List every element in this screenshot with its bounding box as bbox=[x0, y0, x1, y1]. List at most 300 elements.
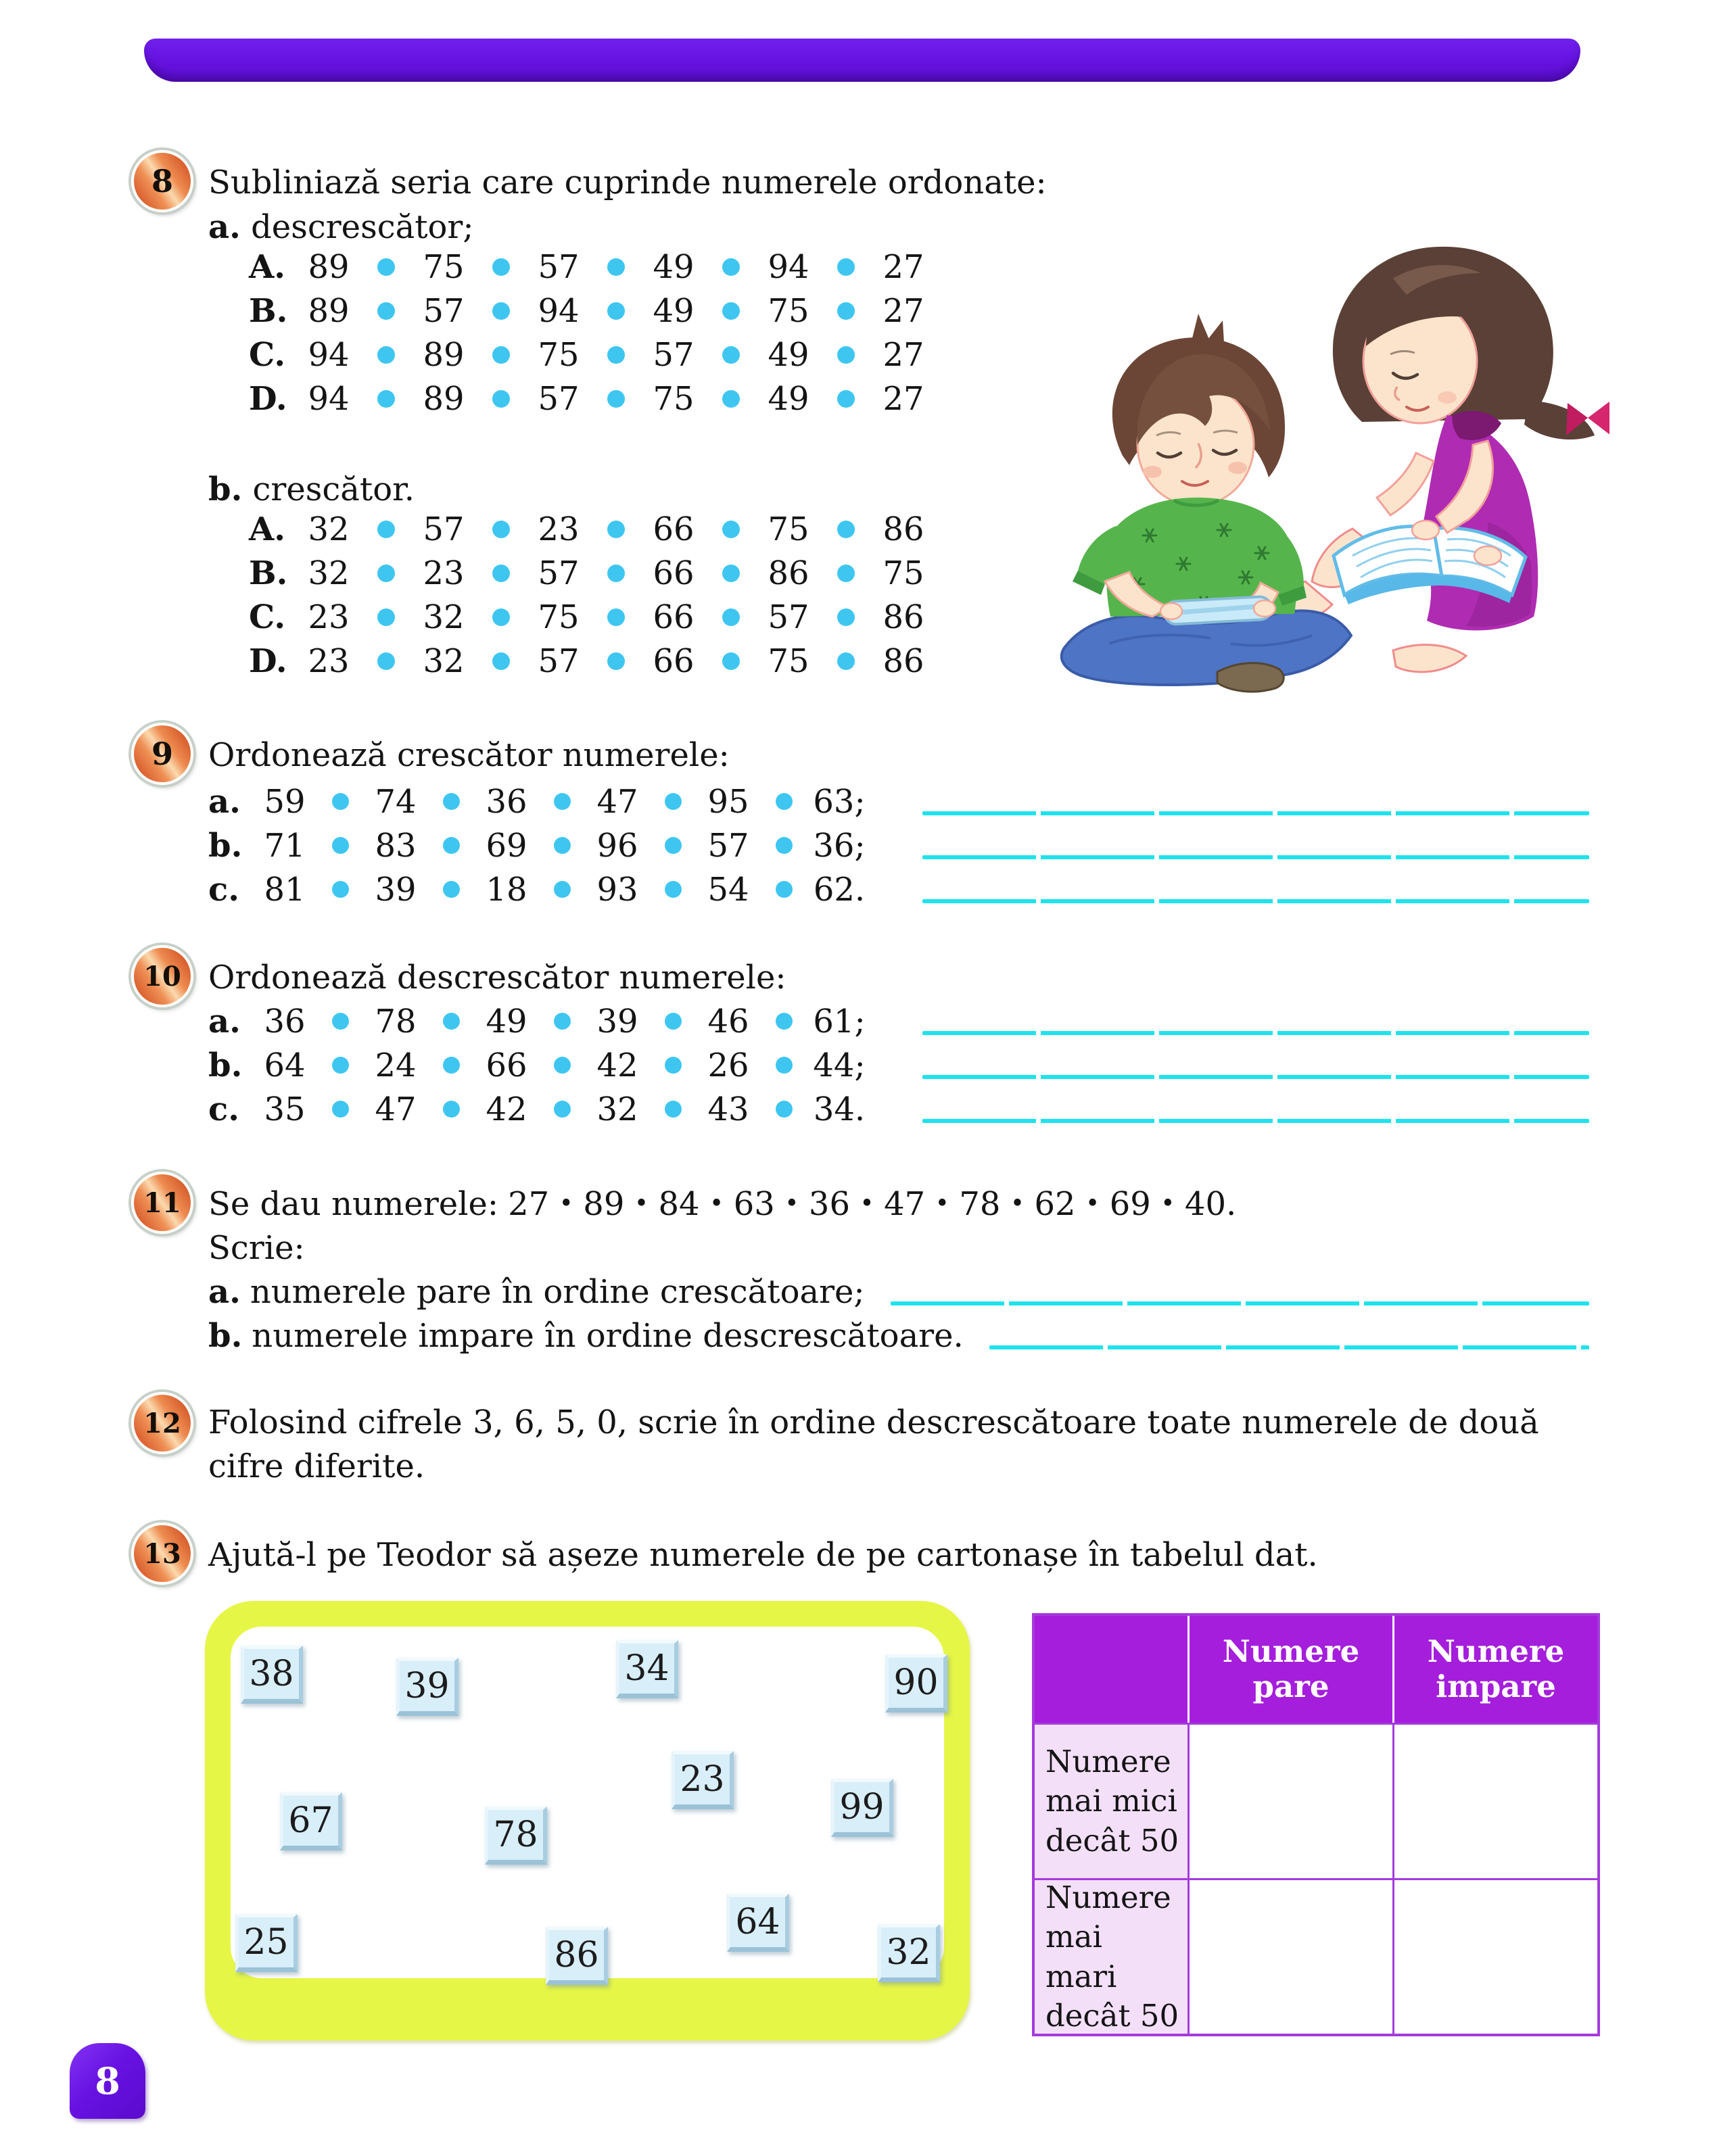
bullet-dot-icon bbox=[443, 881, 460, 898]
dot-separator bbox=[367, 258, 406, 276]
row-label: b. bbox=[208, 1046, 243, 1084]
sentence-period: . bbox=[1226, 1185, 1237, 1223]
bullet-dot-icon bbox=[554, 837, 571, 854]
series-number: 81 bbox=[264, 870, 306, 909]
series-number: 26 bbox=[707, 1046, 749, 1084]
dot-separator bbox=[321, 1101, 360, 1118]
dot-separator bbox=[764, 837, 803, 854]
bullet-dot-icon bbox=[554, 1013, 571, 1030]
bullet-dot-icon bbox=[776, 793, 793, 810]
series-number: 74 bbox=[375, 782, 417, 821]
exercise-number: 13 bbox=[143, 1537, 181, 1570]
series-number: 54 bbox=[707, 870, 749, 909]
bullet-dot-icon bbox=[722, 608, 740, 626]
exercise-10-badge bbox=[131, 945, 193, 1007]
dot-separator: • bbox=[1077, 1190, 1108, 1218]
bullet-dot-icon bbox=[665, 837, 682, 854]
series-number: 66 bbox=[653, 554, 695, 592]
dot-separator bbox=[596, 565, 636, 582]
dot-separator: • bbox=[1152, 1190, 1183, 1218]
dot-separator bbox=[321, 1013, 360, 1030]
series-number: 23 bbox=[423, 554, 465, 592]
exercise-number: 12 bbox=[143, 1407, 181, 1439]
series-number: 57 bbox=[653, 335, 695, 374]
dot-separator bbox=[481, 521, 521, 538]
exercise-12-badge bbox=[131, 1392, 193, 1454]
bullet-dot-icon bbox=[837, 652, 855, 670]
table-cell-empty[interactable] bbox=[1394, 1880, 1597, 2034]
bullet-dot-icon bbox=[776, 881, 793, 898]
given-number: 63 bbox=[733, 1185, 775, 1223]
series-number: 61; bbox=[813, 1002, 866, 1040]
bullet-dot-icon bbox=[837, 608, 855, 626]
exercise-9-title: Ordonează crescător numerele: bbox=[208, 736, 730, 774]
option-row[interactable] bbox=[249, 289, 941, 333]
given-number: 27 bbox=[508, 1185, 550, 1223]
dot-separator bbox=[321, 881, 360, 898]
number-card[interactable]: 99 bbox=[831, 1779, 893, 1837]
exercise-8b-options bbox=[249, 507, 941, 683]
dot-separator bbox=[367, 390, 406, 408]
table-cell-empty[interactable] bbox=[1190, 1880, 1392, 2034]
bullet-dot-icon bbox=[607, 608, 625, 626]
dot-separator: • bbox=[1002, 1190, 1033, 1218]
bullet-dot-icon bbox=[492, 390, 510, 408]
number-card[interactable]: 78 bbox=[485, 1806, 547, 1865]
item-text: numerele pare în ordine crescătoare; bbox=[250, 1272, 865, 1311]
dot-separator bbox=[711, 346, 751, 364]
series-number: 57 bbox=[538, 642, 580, 680]
series-number: 57 bbox=[538, 379, 580, 418]
series-number: 71 bbox=[264, 826, 306, 865]
bullet-dot-icon bbox=[722, 390, 740, 408]
dot-separator bbox=[542, 1057, 582, 1074]
dot-separator bbox=[653, 1101, 692, 1118]
dot-separator bbox=[321, 837, 360, 854]
exercise-13-badge bbox=[131, 1523, 193, 1585]
option-row[interactable] bbox=[249, 595, 941, 639]
exercise-8-badge bbox=[131, 150, 193, 212]
series-number: 86 bbox=[768, 554, 809, 592]
exercise-8-part-b-heading bbox=[208, 468, 415, 512]
bullet-dot-icon bbox=[377, 521, 395, 538]
bullet-dot-icon bbox=[492, 565, 510, 582]
bullet-dot-icon bbox=[554, 1101, 571, 1118]
dot-separator bbox=[764, 1013, 803, 1030]
dot-separator bbox=[711, 608, 751, 626]
dot-separator bbox=[596, 521, 636, 538]
dot-separator bbox=[596, 390, 636, 408]
bullet-dot-icon bbox=[332, 1057, 349, 1074]
dot-separator bbox=[367, 302, 406, 320]
series-number: 32 bbox=[423, 642, 465, 680]
answer-blank-line[interactable] bbox=[891, 1301, 1589, 1305]
bullet-dot-icon bbox=[837, 346, 855, 364]
series-number: 86 bbox=[883, 642, 924, 680]
number-card[interactable]: 34 bbox=[616, 1640, 678, 1698]
given-number: 84 bbox=[658, 1185, 700, 1223]
series-number: 39 bbox=[375, 870, 417, 909]
series-number: 75 bbox=[768, 291, 809, 330]
given-number: 78 bbox=[959, 1185, 1001, 1223]
part-text: descrescător; bbox=[251, 208, 474, 246]
exercise-8-part-a-heading bbox=[208, 206, 474, 249]
given-number: 40 bbox=[1184, 1185, 1226, 1223]
row-label: a. bbox=[208, 782, 241, 821]
option-row[interactable] bbox=[249, 245, 941, 289]
series-number: 49 bbox=[653, 291, 695, 330]
series-number: 47 bbox=[596, 782, 638, 821]
dot-separator bbox=[367, 652, 406, 670]
series-number: 32 bbox=[308, 510, 350, 548]
series-number: 57 bbox=[423, 291, 465, 330]
dot-separator bbox=[826, 346, 866, 364]
number-card[interactable]: 25 bbox=[235, 1914, 298, 1972]
series-number: 75 bbox=[768, 642, 809, 680]
series-number: 86 bbox=[883, 598, 924, 636]
bullet-dot-icon bbox=[332, 881, 349, 898]
table-column-header: Numere impare bbox=[1394, 1616, 1597, 1723]
series-number: 24 bbox=[375, 1046, 417, 1084]
dot-separator bbox=[711, 652, 751, 670]
series-number: 27 bbox=[883, 291, 924, 330]
bullet-dot-icon bbox=[377, 608, 395, 626]
number-card[interactable]: 86 bbox=[546, 1927, 608, 1985]
dot-separator bbox=[431, 793, 471, 810]
dot-separator bbox=[711, 302, 751, 320]
classification-table bbox=[1032, 1613, 1600, 2036]
dot-separator bbox=[653, 837, 692, 854]
part-label: a. bbox=[208, 208, 241, 246]
dot-separator bbox=[826, 258, 866, 276]
dot-separator bbox=[431, 881, 471, 898]
dot-separator bbox=[711, 521, 751, 538]
exercise-9-rows bbox=[208, 780, 1589, 911]
answer-blank-line[interactable] bbox=[922, 1031, 1589, 1035]
series-number: 93 bbox=[596, 870, 638, 909]
table-cell-empty[interactable] bbox=[1394, 1725, 1597, 1878]
dot-separator bbox=[481, 608, 521, 626]
series-number: 66 bbox=[486, 1046, 527, 1084]
number-series-row bbox=[208, 867, 1589, 911]
dot-separator bbox=[826, 521, 866, 538]
intro-text: Se dau numerele: bbox=[208, 1185, 499, 1223]
bullet-dot-icon bbox=[492, 346, 510, 364]
dot-separator bbox=[431, 1057, 471, 1074]
write-task-row bbox=[208, 1314, 1589, 1358]
given-number: 69 bbox=[1109, 1185, 1151, 1223]
part-label: b. bbox=[208, 471, 243, 508]
bullet-dot-icon bbox=[665, 793, 682, 810]
option-letter: B. bbox=[249, 291, 288, 330]
row-label: c. bbox=[208, 1090, 239, 1128]
exercise-number: 11 bbox=[143, 1187, 181, 1219]
series-number: 44; bbox=[813, 1046, 866, 1084]
exercise-13-title: Ajută-l pe Teodor să așeze numerele de pe cartonașe în tabelul dat. bbox=[208, 1536, 1318, 1574]
series-number: 89 bbox=[423, 379, 465, 418]
bullet-dot-icon bbox=[492, 258, 510, 276]
number-card[interactable]: 32 bbox=[878, 1924, 940, 1982]
series-number: 36 bbox=[264, 1002, 306, 1040]
option-letter: A. bbox=[249, 247, 285, 286]
page-number: 8 bbox=[95, 2059, 120, 2103]
series-number: 23 bbox=[308, 598, 350, 636]
bullet-dot-icon bbox=[665, 1013, 682, 1030]
option-letter: D. bbox=[249, 379, 287, 418]
bullet-dot-icon bbox=[837, 565, 855, 582]
bullet-dot-icon bbox=[607, 565, 625, 582]
bullet-dot-icon bbox=[492, 608, 510, 626]
series-number: 95 bbox=[707, 782, 749, 821]
number-series-row bbox=[208, 780, 1589, 823]
table-corner-cell bbox=[1035, 1616, 1187, 1723]
dot-separator bbox=[431, 837, 471, 854]
series-number: 32 bbox=[423, 598, 465, 636]
series-number: 32 bbox=[308, 554, 350, 592]
series-number: 47 bbox=[375, 1090, 417, 1128]
girl-figure bbox=[1277, 247, 1609, 672]
number-card[interactable]: 38 bbox=[241, 1646, 303, 1704]
series-number: 39 bbox=[596, 1002, 638, 1040]
row-label: c. bbox=[208, 870, 239, 909]
series-number: 34. bbox=[813, 1090, 866, 1128]
dot-separator bbox=[653, 881, 692, 898]
bullet-dot-icon bbox=[607, 652, 625, 670]
bullet-dot-icon bbox=[607, 346, 625, 364]
series-number: 57 bbox=[423, 510, 465, 548]
dot-separator bbox=[764, 881, 803, 898]
dot-separator bbox=[826, 302, 866, 320]
bullet-dot-icon bbox=[722, 258, 740, 276]
dot-separator: • bbox=[776, 1190, 807, 1218]
dot-separator bbox=[711, 258, 751, 276]
series-number: 27 bbox=[883, 379, 924, 418]
dot-separator bbox=[367, 565, 406, 582]
bullet-dot-icon bbox=[377, 652, 395, 670]
bullet-dot-icon bbox=[377, 302, 395, 320]
bullet-dot-icon bbox=[776, 1057, 793, 1074]
bullet-dot-icon bbox=[776, 1013, 793, 1030]
series-number: 57 bbox=[707, 826, 749, 865]
series-number: 49 bbox=[768, 335, 809, 374]
option-letter: A. bbox=[249, 510, 285, 548]
bullet-dot-icon bbox=[722, 652, 740, 670]
series-number: 66 bbox=[653, 598, 695, 636]
dot-separator bbox=[596, 258, 636, 276]
series-number: 23 bbox=[308, 642, 350, 680]
dot-separator bbox=[321, 1057, 360, 1074]
series-number: 27 bbox=[883, 247, 924, 286]
series-number: 36; bbox=[813, 826, 866, 865]
exercise-11-tasks bbox=[208, 1270, 1589, 1358]
dot-separator bbox=[481, 302, 521, 320]
dot-separator bbox=[542, 793, 582, 810]
bullet-dot-icon bbox=[607, 302, 625, 320]
bullet-dot-icon bbox=[492, 652, 510, 670]
series-number: 83 bbox=[375, 826, 417, 865]
bullet-dot-icon bbox=[443, 1013, 460, 1030]
given-number: 36 bbox=[808, 1185, 850, 1223]
exercise-10-title: Ordonează descrescător numerele: bbox=[208, 959, 786, 997]
dot-separator bbox=[596, 652, 636, 670]
bullet-dot-icon bbox=[722, 302, 740, 320]
series-number: 43 bbox=[707, 1090, 749, 1128]
bullet-dot-icon bbox=[377, 390, 395, 408]
series-number: 27 bbox=[883, 335, 924, 374]
number-card[interactable]: 23 bbox=[672, 1751, 734, 1809]
bullet-dot-icon bbox=[722, 565, 740, 582]
series-number: 78 bbox=[375, 1002, 417, 1040]
bullet-dot-icon bbox=[554, 881, 571, 898]
table-cell-empty[interactable] bbox=[1190, 1725, 1392, 1878]
series-number: 62. bbox=[813, 870, 866, 909]
dot-separator bbox=[711, 565, 751, 582]
number-series-row bbox=[208, 1043, 1589, 1087]
series-number: 75 bbox=[538, 335, 580, 374]
bullet-dot-icon bbox=[443, 837, 460, 854]
bullet-dot-icon bbox=[837, 390, 855, 408]
answer-blank-line[interactable] bbox=[922, 899, 1589, 903]
dot-separator bbox=[367, 521, 406, 538]
table-row-header: Numere mai mici decât 50 bbox=[1035, 1725, 1187, 1878]
option-row[interactable] bbox=[249, 377, 941, 421]
children-reading-illustration bbox=[1014, 238, 1609, 704]
answer-blank-line[interactable] bbox=[922, 855, 1589, 859]
series-number: 46 bbox=[707, 1002, 749, 1040]
item-label: a. bbox=[208, 1272, 241, 1311]
series-number: 75 bbox=[423, 247, 465, 286]
option-letter: C. bbox=[249, 335, 286, 374]
dot-separator: • bbox=[851, 1190, 883, 1218]
series-number: 57 bbox=[768, 598, 809, 636]
series-number: 32 bbox=[596, 1090, 638, 1128]
answer-blank-line[interactable] bbox=[922, 811, 1589, 815]
dot-separator bbox=[431, 1101, 471, 1118]
exercise-8-title: Subliniază seria care cuprinde numerele ordonate: bbox=[208, 164, 1047, 201]
bullet-dot-icon bbox=[722, 346, 740, 364]
dot-separator bbox=[542, 1101, 582, 1118]
exercise-number: 9 bbox=[151, 736, 173, 772]
number-card[interactable]: 64 bbox=[727, 1894, 789, 1952]
given-number: 89 bbox=[583, 1185, 625, 1223]
bullet-dot-icon bbox=[837, 521, 855, 538]
series-number: 89 bbox=[308, 291, 350, 330]
bullet-dot-icon bbox=[837, 258, 855, 276]
bullet-dot-icon bbox=[377, 258, 395, 276]
series-number: 18 bbox=[486, 870, 527, 909]
dot-separator bbox=[764, 1101, 803, 1118]
bullet-dot-icon bbox=[554, 1057, 571, 1074]
series-number: 49 bbox=[768, 379, 809, 418]
bullet-dot-icon bbox=[443, 793, 460, 810]
series-number: 75 bbox=[538, 598, 580, 636]
exercise-11-subtitle: Scrie: bbox=[208, 1229, 305, 1267]
dot-separator: • bbox=[927, 1190, 958, 1218]
number-card[interactable]: 90 bbox=[885, 1654, 947, 1712]
option-row[interactable] bbox=[249, 507, 941, 551]
answer-blank-line[interactable] bbox=[922, 1119, 1589, 1123]
row-label: a. bbox=[208, 1002, 241, 1040]
series-number: 42 bbox=[486, 1090, 527, 1128]
bullet-dot-icon bbox=[492, 521, 510, 538]
bullet-dot-icon bbox=[332, 793, 349, 810]
answer-blank-line[interactable] bbox=[922, 1075, 1589, 1079]
series-number: 94 bbox=[308, 335, 350, 374]
series-number: 94 bbox=[538, 291, 580, 330]
dot-separator bbox=[321, 793, 360, 810]
bullet-dot-icon bbox=[665, 1057, 682, 1074]
option-row[interactable] bbox=[249, 639, 941, 683]
series-number: 86 bbox=[883, 510, 924, 548]
write-task-row bbox=[208, 1270, 1589, 1314]
series-number: 64 bbox=[264, 1046, 306, 1084]
dot-separator bbox=[764, 793, 803, 810]
dot-separator bbox=[596, 346, 636, 364]
dot-separator bbox=[653, 1013, 692, 1030]
page-number-badge bbox=[70, 2043, 145, 2119]
dot-separator bbox=[481, 390, 521, 408]
series-number: 89 bbox=[423, 335, 465, 374]
series-number: 75 bbox=[653, 379, 695, 418]
option-row[interactable] bbox=[249, 333, 941, 377]
series-number: 66 bbox=[653, 510, 695, 548]
dot-separator bbox=[367, 608, 406, 626]
dot-separator: • bbox=[551, 1190, 582, 1218]
number-card[interactable]: 67 bbox=[280, 1792, 342, 1850]
number-series-row bbox=[208, 999, 1589, 1043]
series-number: 59 bbox=[264, 782, 306, 821]
bullet-dot-icon bbox=[607, 258, 625, 276]
dot-separator bbox=[542, 837, 582, 854]
dot-separator bbox=[826, 390, 866, 408]
dot-separator bbox=[481, 652, 521, 670]
option-letter: D. bbox=[249, 642, 287, 680]
number-card[interactable]: 39 bbox=[396, 1658, 458, 1716]
exercise-10-rows bbox=[208, 999, 1589, 1131]
bullet-dot-icon bbox=[607, 521, 625, 538]
number-cards-box bbox=[205, 1601, 970, 2040]
given-numbers bbox=[508, 1185, 1236, 1223]
dot-separator bbox=[481, 258, 521, 276]
dot-separator: • bbox=[626, 1190, 657, 1218]
bullet-dot-icon bbox=[332, 837, 349, 854]
bullet-dot-icon bbox=[492, 302, 510, 320]
bullet-dot-icon bbox=[776, 837, 793, 854]
bullet-dot-icon bbox=[332, 1013, 349, 1030]
series-number: 36 bbox=[486, 782, 527, 821]
number-series-row bbox=[208, 1087, 1589, 1131]
answer-blank-line[interactable] bbox=[989, 1345, 1589, 1349]
dot-separator bbox=[653, 1057, 692, 1074]
series-number: 57 bbox=[538, 554, 580, 592]
series-number: 89 bbox=[308, 247, 350, 286]
bullet-dot-icon bbox=[554, 793, 571, 810]
number-series-row bbox=[208, 823, 1589, 867]
dot-separator bbox=[826, 565, 866, 582]
bullet-dot-icon bbox=[607, 390, 625, 408]
dot-separator bbox=[542, 881, 582, 898]
series-number: 63; bbox=[813, 782, 866, 821]
option-row[interactable] bbox=[249, 551, 941, 595]
dot-separator bbox=[826, 652, 866, 670]
bullet-dot-icon bbox=[377, 346, 395, 364]
dot-separator bbox=[367, 346, 406, 364]
option-letter: B. bbox=[249, 554, 288, 592]
bullet-dot-icon bbox=[443, 1101, 460, 1118]
bullet-dot-icon bbox=[722, 521, 740, 538]
bullet-dot-icon bbox=[665, 881, 682, 898]
table-column-header: Numere pare bbox=[1190, 1616, 1392, 1723]
